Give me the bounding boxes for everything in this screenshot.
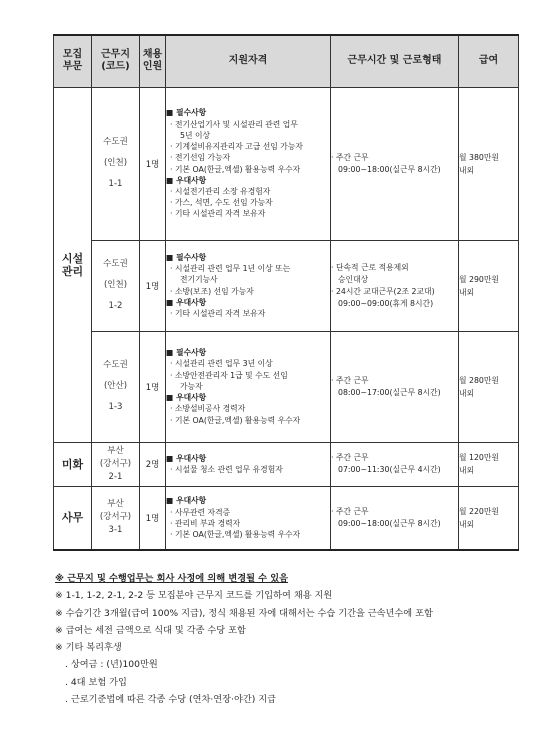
benefit-item: . 4대 보험 가입 xyxy=(65,676,127,688)
category-beauty: 미화 xyxy=(54,442,92,486)
header-pay: 급여 xyxy=(459,35,519,87)
work-code: 수도권 (인천) 1-2 xyxy=(92,240,140,331)
note-item: ※ 기타 복리후생 xyxy=(55,642,122,654)
salary: 월 220만원 내외 xyxy=(459,486,519,550)
work-code: 부산 (강서구) 3-1 xyxy=(92,486,140,550)
category-office: 사무 xyxy=(54,486,92,550)
work-hours: · 단속적 근로 적용제외 승인대상 · 24시간 교대근무(2조 2교대) 09:00~09:00(휴게 8시간) xyxy=(331,240,459,331)
qualification: ■ 우대사항 · 사무관련 자격증 · 관리비 부과 경력자 · 기본 OA(한글,엑셀) 활용능력 우수자 xyxy=(166,486,331,550)
benefit-item: . 상여금 : (년)100만원 xyxy=(65,659,158,671)
note-item: ※ 급여는 세전 금액으로 식대 및 각종 수당 포함 xyxy=(55,624,246,636)
note-item: ※ 1-1, 1-2, 2-1, 2-2 등 모집분야 근무지 코드를 기입하여 채용 지원 xyxy=(55,590,333,602)
header-category: 모집 부문 xyxy=(54,35,92,87)
headcount: 1명 xyxy=(140,331,166,442)
headcount: 1명 xyxy=(140,486,166,550)
work-code: 수도권 (인천) 1-1 xyxy=(92,87,140,240)
table-row xyxy=(54,87,519,240)
header-row xyxy=(54,35,519,87)
category-facility: 시설 관리 xyxy=(54,87,92,442)
table-row xyxy=(54,331,519,442)
benefit-item: . 근로기준법에 따른 각종 수당 (연차·연장·야간) 지급 xyxy=(65,694,276,706)
table-row xyxy=(54,486,519,550)
table-row xyxy=(54,442,519,486)
recruitment-table xyxy=(53,34,519,551)
header-hours: 근무시간 및 근로형태 xyxy=(331,35,459,87)
salary: 월 290만원 내외 xyxy=(459,240,519,331)
note-item: ※ 근무지 및 수행업무는 회사 사정에 의해 변경될 수 있음 xyxy=(55,573,288,584)
qualification: ■ 필수사항 · 시설관리 관련 업무 1년 이상 또는 전기기능사 · 소방(보조) 선임 가능자 ■ 우대사항 · 기타 시설관리 자격 보유자 xyxy=(166,240,331,331)
headcount: 1명 xyxy=(140,240,166,331)
note-item: ※ 수습기간 3개월(급여 100% 지급), 정식 채용된 자에 대해서는 수습 기간을 근속년수에 포함 xyxy=(55,607,433,619)
work-code: 부산 (강서구) 2-1 xyxy=(92,442,140,486)
headcount: 1명 xyxy=(140,87,166,240)
headcount: 2명 xyxy=(140,442,166,486)
header-qualification: 지원자격 xyxy=(166,35,331,87)
qualification: ■ 우대사항 · 시설물 청소 관련 업무 유경험자 xyxy=(166,442,331,486)
notes-section xyxy=(55,570,433,708)
qualification: ■ 필수사항 · 시설관리 관련 업무 3년 이상 · 소방안전관리자 1급 및 수도 선임 가능자 ■ 우대사항 · 소방설비공사 경력자 · 기본 OA(한글,엑셀) 활용능력 우수자 xyxy=(166,331,331,442)
work-hours: · 주간 근무 09:00~18:00(실근무 8시간) xyxy=(331,87,459,240)
work-hours: · 주간 근무 09:00~18:00(실근무 8시간) xyxy=(331,486,459,550)
work-code: 수도권 (안산) 1-3 xyxy=(92,331,140,442)
salary: 월 380만원 내외 xyxy=(459,87,519,240)
work-hours: · 주간 근무 07:00~11:30(실근무 4시간) xyxy=(331,442,459,486)
work-hours: · 주간 근무 08:00~17:00(실근무 8시간) xyxy=(331,331,459,442)
header-code: 근무지 (코드) xyxy=(92,35,140,87)
qualification: ■ 필수사항 · 전기산업기사 및 시설관리 관련 업무 5년 이상 · 기계설비유지관리자 고급 선임 가능자 · 전기선임 가능자 · 기본 OA(한글,엑셀) 활용능력 우수자 ■ 우대사항 · 시설전기관리 소장 유경험자 · 가스, 석면, 수도 선임 가능자 · 기타 시설관리 자격 보유자 xyxy=(166,87,331,240)
salary: 월 120만원 내외 xyxy=(459,442,519,486)
salary: 월 280만원 내외 xyxy=(459,331,519,442)
header-headcount: 채용 인원 xyxy=(140,35,166,87)
table-row xyxy=(54,240,519,331)
